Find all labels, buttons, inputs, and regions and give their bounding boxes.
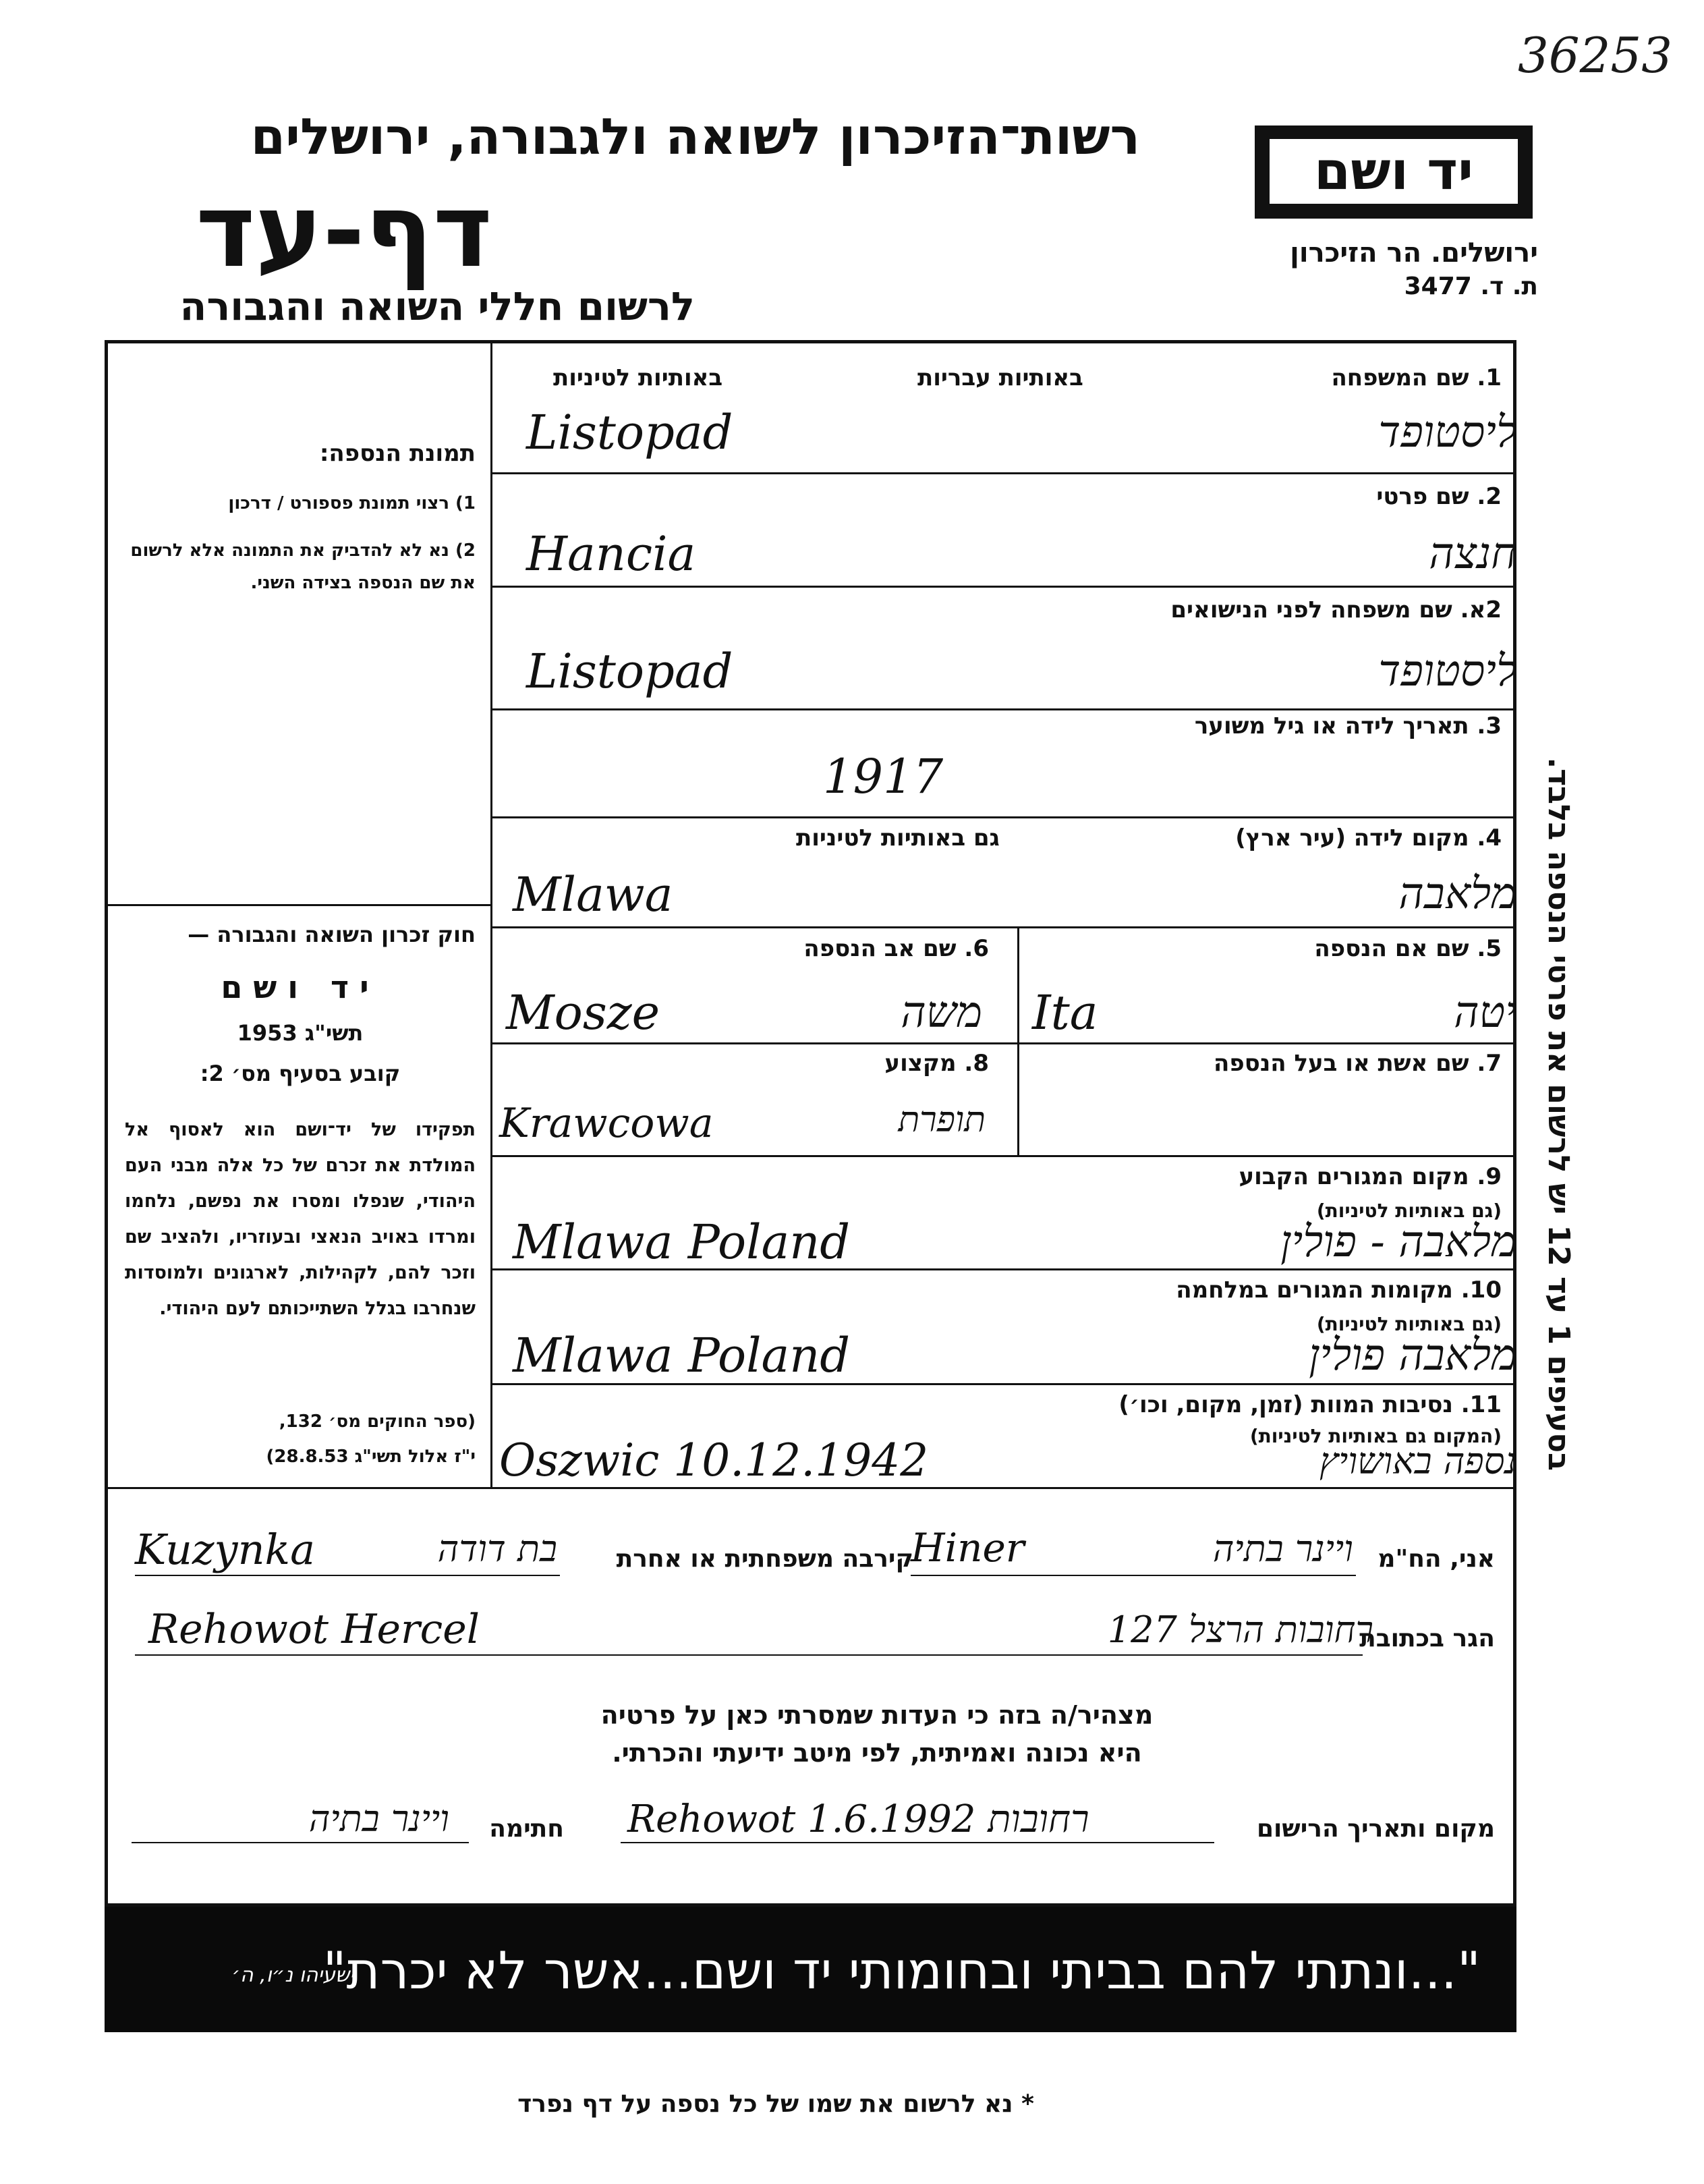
banner-quote: "...ונתתי להם בביתי ובחומותי יד ושם...אשר לא יכרת" xyxy=(322,1940,1481,2000)
field8-latin: Krawcowa xyxy=(499,1100,714,1147)
field2a-latin: Listopad xyxy=(526,644,733,699)
field6-label: 6. שם אב הנספה xyxy=(803,935,989,962)
quote-banner xyxy=(105,1907,1516,2032)
decl-signature: ויינר בתיה xyxy=(308,1797,449,1840)
footer-note: * נא לרשום את שמו של כל נספה על דף נפרד xyxy=(517,2090,1034,2118)
decl-place-date-value: Rehowot 1.6.1992 רחובות xyxy=(627,1797,1089,1841)
field7-label: 7. שם אשת או בעל הנספה xyxy=(1214,1050,1502,1077)
field1-hebrew: ליסטופד xyxy=(1378,408,1516,457)
decl-address-label: הגר בכתובת xyxy=(1359,1625,1495,1652)
field11-label: 11. נסיבות המוות (זמן, מקום, וכו׳) xyxy=(1118,1391,1502,1418)
photo-box-title: תמונת הנספה: xyxy=(319,440,476,467)
decl-statement1: מצהיר/ה בזה כי העדות שמסרתי כאן על פרטיה xyxy=(600,1700,1154,1730)
field11-latin: Oszwic 10.12.1942 xyxy=(499,1434,929,1486)
decl-relation-latin: Hiner xyxy=(911,1525,1025,1571)
decl-name-latin: Kuzynka xyxy=(135,1525,316,1574)
law-source-date: י"ז אלול תשי"ג 28.8.53) xyxy=(266,1447,476,1467)
field2-hebrew: חנצה xyxy=(1429,529,1516,579)
field4-hebrew: מלאבה xyxy=(1398,869,1516,919)
field1-col-latin: באותיות לטיניות xyxy=(553,364,723,391)
decl-address-hebrew: רחובות הרצל 127 xyxy=(1107,1608,1373,1651)
field4-latin: Mlawa xyxy=(513,867,673,922)
decl-relation-value: בת דודה xyxy=(437,1528,557,1570)
field1-label: 1. שם המשפחה xyxy=(1331,364,1502,391)
law-body: תפקידו של יד־ושם הוא לאסוף אל המולדת את זכרם של כל אלה מבני העם היהודי, שנפלו ומסרו את נפשם, נלחמו ומרדו באויב הנאצי ובעוזריו, ולהציב שם וזכר להם, לקהילות, לארגונים ולמוסדות שנחרבו בגלל השתייכותם לעם היהודי. xyxy=(125,1119,476,1319)
field6-latin: Mosze xyxy=(506,985,660,1040)
field5-label: 5. שם אם הנספה xyxy=(1314,935,1502,962)
field2a-label: 2א. שם משפחה לפני הנישואים xyxy=(1170,596,1502,623)
field9-latin: Mlawa Poland xyxy=(513,1214,851,1270)
field5-hebrew: יטה xyxy=(1454,988,1516,1038)
field8-label: 8. מקצוע xyxy=(884,1050,989,1077)
field2a-hebrew: ליסטופד xyxy=(1378,646,1516,696)
field11-hebrew: נספה באושויץ xyxy=(1319,1440,1516,1482)
org-name: רשות־הזיכרון לשואה ולגבורה, ירושלים xyxy=(250,108,1140,166)
decl-statement2: היא נכונה ואמיתית, לפי מיטב ידיעתי והכרתי. xyxy=(612,1738,1142,1768)
decl-i-label: אני, הח"מ xyxy=(1378,1545,1495,1573)
field10-note: (גם באותיות לטיניות) xyxy=(1316,1313,1502,1335)
field10-latin: Mlawa Poland xyxy=(513,1328,851,1383)
decl-place-date-label: מקום ותאריך הרישום xyxy=(1256,1815,1495,1843)
field2-label: 2. שם פרטי xyxy=(1376,483,1502,510)
form-title: דף-עד xyxy=(196,173,492,290)
field3-label: 3. תאריך לידה או גיל משוער xyxy=(1194,712,1502,739)
banner-source: ישעיהו נ״ו, ה׳ xyxy=(231,1963,354,1987)
field8-hebrew: תופרת xyxy=(898,1100,986,1140)
field9-label: 9. מקום המגורים הקבוע xyxy=(1239,1163,1502,1190)
field1-col-hebrew: באותיות עבריות xyxy=(917,364,1083,391)
field10-label: 10. מקומות המגורים במלחמה xyxy=(1176,1277,1502,1304)
decl-name-hebrew: ויינר בתיה xyxy=(1212,1528,1353,1570)
law-name: יד ושם xyxy=(221,969,380,1005)
decl-signature-label: חתימה xyxy=(489,1815,564,1843)
logo xyxy=(1255,125,1533,219)
law-year: תשי"ג 1953 xyxy=(237,1020,364,1046)
field10-hebrew: מלאבה פולין xyxy=(1309,1331,1516,1380)
field6-hebrew: משה xyxy=(901,988,982,1038)
side-text: בסעיפים 1 עד 12 יש לרשום את פרטי הנספה בלבד. xyxy=(1541,757,1576,1471)
law-heading: חוק זכרון השואה והגבורה — xyxy=(188,922,476,947)
field1-latin: Listopad xyxy=(526,405,733,460)
field4-col-latin: גם באותיות לטיניות xyxy=(796,824,1000,851)
field5-latin: Ita xyxy=(1032,985,1098,1040)
decl-address-latin: Rehowot Hercel xyxy=(148,1606,480,1653)
photo-box-note1: 1) רצוי תמונת פספורט / דרכון xyxy=(228,493,476,513)
archive-number: 36253 xyxy=(1518,27,1673,84)
photo-box-note2: 2) נא לא להדביק את התמונה אלא לרשום את שם הנספה בצידה השני. xyxy=(130,540,476,593)
address-line: ירושלים. הר הזיכרון xyxy=(1290,237,1538,269)
field3-value: 1917 xyxy=(823,749,944,804)
logo-text: יד ושם xyxy=(1270,139,1518,204)
field9-note: (גם באותיות לטיניות) xyxy=(1316,1200,1502,1222)
form-subtitle: לרשום חללי השואה והגבורה xyxy=(179,283,695,329)
po-box: ת. ד. 3477 xyxy=(1404,273,1538,300)
field4-label: 4. מקום לידה (עיר ארץ) xyxy=(1235,824,1502,851)
decl-relation-label: קירבה משפחתית או אחרת xyxy=(616,1545,913,1573)
field9-hebrew: מלאבה - פולין xyxy=(1280,1217,1516,1267)
law-source: (ספר החוקים מס׳ 132, xyxy=(279,1411,476,1432)
law-section: קובע בסעיף מס׳ 2: xyxy=(200,1061,401,1086)
field11-note: (המקום גם באותיות לטיניות) xyxy=(1249,1425,1502,1447)
field2-latin: Hancia xyxy=(526,526,696,582)
